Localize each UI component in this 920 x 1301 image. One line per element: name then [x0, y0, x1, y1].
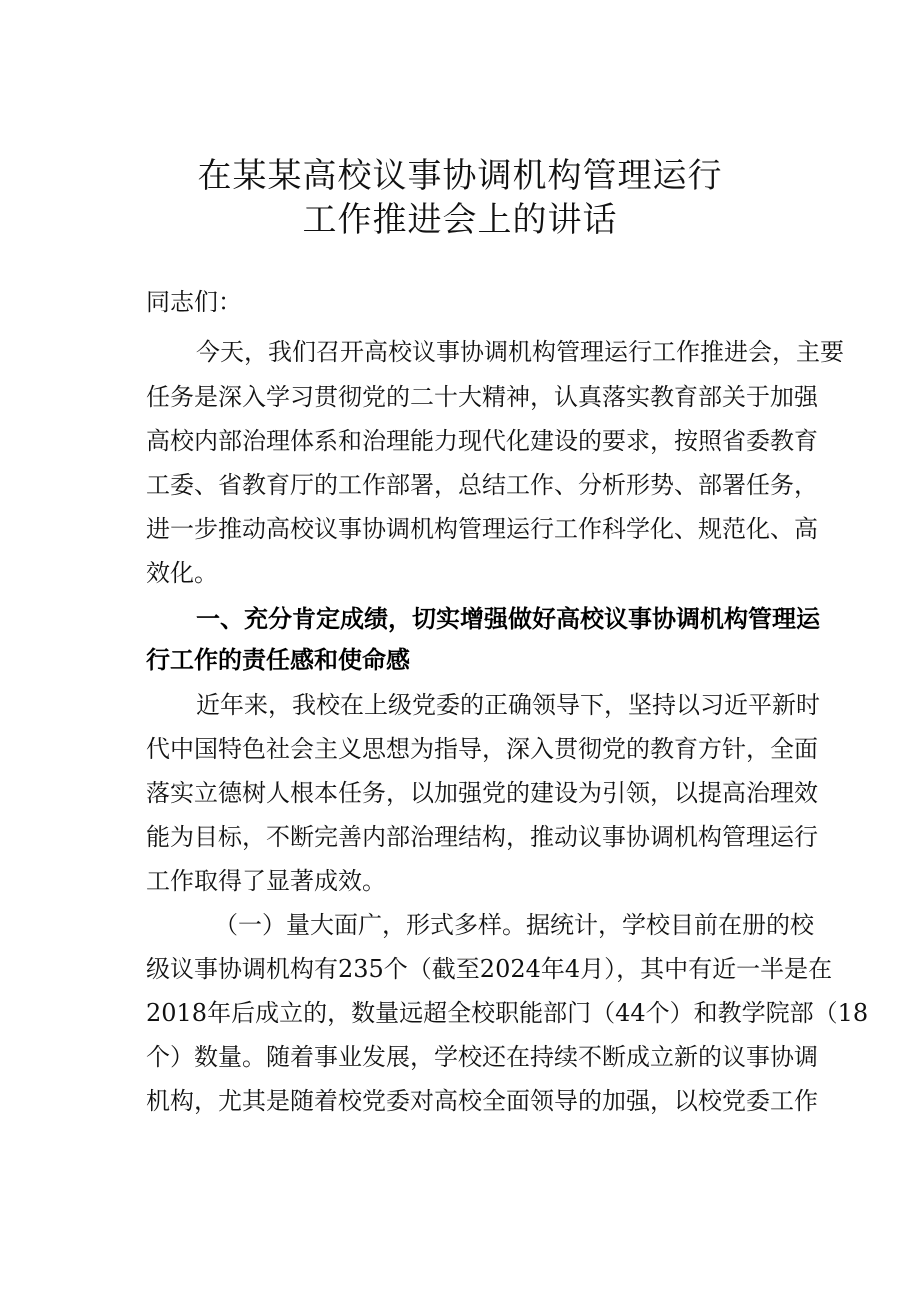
paragraph-3-line: 级议事协调机构有235个（截至2024年4月），其中有近一半是在 [146, 955, 833, 983]
paragraph-1-line: 高校内部治理体系和治理能力现代化建设的要求，按照省委教育 [146, 427, 818, 455]
paragraph-1-line: 工委、省教育厅的工作部署，总结工作、分析形势、部署任务， [146, 471, 818, 499]
paragraph-3-line: （一）量大面广，形式多样。据统计，学校目前在册的校 [214, 911, 814, 939]
document-title-line-1: 在某某高校议事协调机构管理运行 [197, 156, 723, 196]
paragraph-1-line: 效化。 [146, 559, 218, 587]
section-1-heading: 行工作的责任感和使命感 [146, 646, 410, 674]
paragraph-1-line: 进一步推动高校议事协调机构管理运行工作科学化、规范化、高 [146, 515, 818, 543]
paragraph-2-line: 近年来，我校在上级党委的正确领导下，坚持以习近平新时 [196, 691, 820, 719]
paragraph-2-line: 能为目标，不断完善内部治理结构，推动议事协调机构管理运行 [146, 823, 818, 851]
salutation: 同志们： [146, 288, 242, 316]
document-title-line-2: 工作推进会上的讲话 [302, 200, 618, 240]
paragraph-1-line: 任务是深入学习贯彻党的二十大精神，认真落实教育部关于加强 [146, 383, 818, 411]
paragraph-2-line: 工作取得了显著成效。 [146, 867, 386, 895]
paragraph-3-line: 机构，尤其是随着校党委对高校全面领导的加强，以校党委工作 [146, 1087, 818, 1115]
paragraph-3-line: 个）数量。随着事业发展，学校还在持续不断成立新的议事协调 [146, 1043, 818, 1071]
paragraph-2-line: 落实立德树人根本任务，以加强党的建设为引领，以提高治理效 [146, 779, 818, 807]
paragraph-1-line: 今天，我们召开高校议事协调机构管理运行工作推进会，主要 [196, 338, 844, 366]
section-1-heading: 一、充分肯定成绩，切实增强做好高校议事协调机构管理运 [196, 605, 820, 633]
paragraph-3-line: 2018年后成立的，数量远超全校职能部门（44个）和教学院部（18 [146, 999, 869, 1027]
paragraph-2-line: 代中国特色社会主义思想为指导，深入贯彻党的教育方针，全面 [146, 735, 818, 763]
